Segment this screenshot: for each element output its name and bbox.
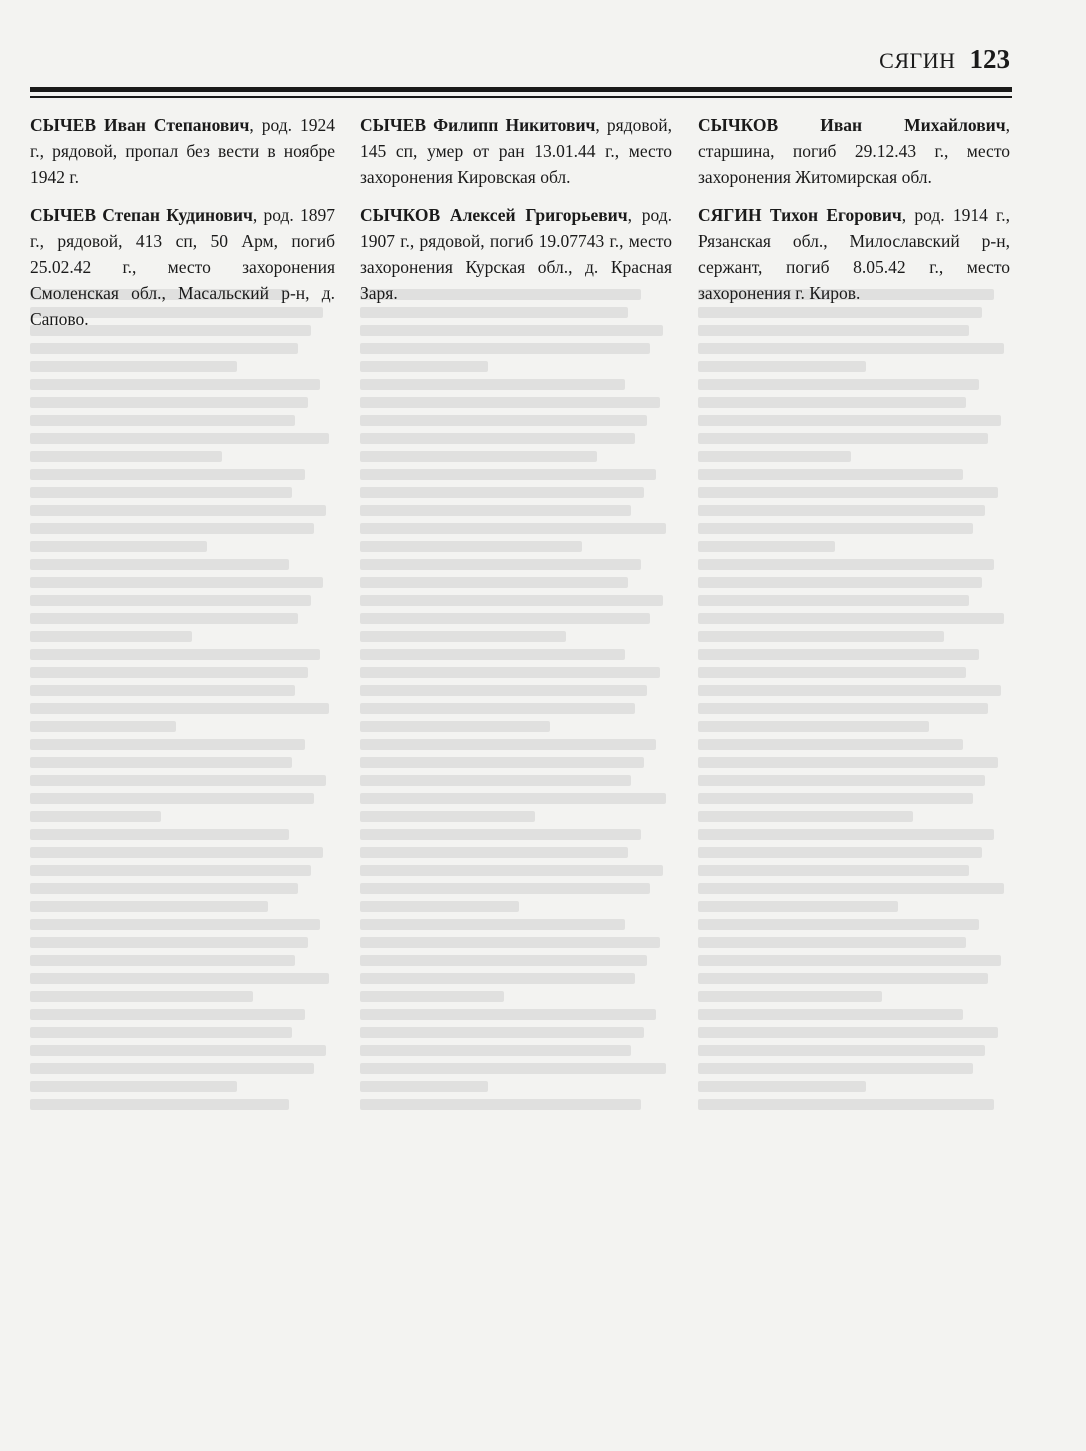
bleed-line: [698, 595, 969, 606]
bleed-line: [360, 613, 650, 624]
bleed-line: [30, 721, 176, 732]
header-rule-thick: [30, 87, 1012, 92]
bleed-line: [698, 793, 973, 804]
bleed-line: [698, 685, 1001, 696]
bleed-line: [30, 703, 329, 714]
bleed-line: [30, 829, 289, 840]
bleed-line: [30, 919, 320, 930]
bleed-line: [30, 847, 323, 858]
bleed-line: [30, 685, 295, 696]
bleed-line: [360, 1027, 644, 1038]
bleed-line: [30, 865, 311, 876]
header-rule-thin: [30, 96, 1012, 98]
bleed-line: [30, 613, 298, 624]
bleed-line: [360, 901, 519, 912]
bleed-line: [30, 991, 253, 1002]
bleed-line: [698, 379, 979, 390]
bleed-line: [360, 883, 650, 894]
bleed-line: [360, 955, 647, 966]
bleed-line: [698, 829, 994, 840]
bleed-line: [360, 577, 628, 588]
bleed-line: [698, 811, 913, 822]
bleed-line: [360, 757, 644, 768]
bleed-line: [30, 937, 308, 948]
bleed-line: [30, 415, 295, 426]
bleed-line: [360, 1045, 631, 1056]
bleed-line: [30, 1009, 305, 1020]
entry-name: СЫЧЕВ Иван Степанович: [30, 115, 250, 135]
entry-text: , род. 1924 г., рядовой, пропал без вести в ноябре 1942 г.: [30, 115, 335, 187]
bleed-line: [698, 433, 988, 444]
bleed-line: [360, 595, 663, 606]
bleed-line: [698, 469, 963, 480]
bleed-line: [30, 811, 161, 822]
bleed-through-texture: [360, 282, 672, 1411]
bleed-line: [698, 487, 998, 498]
bleed-line: [360, 487, 644, 498]
bleed-line: [698, 955, 1001, 966]
bleed-line: [698, 721, 929, 732]
column-3: [698, 112, 1010, 318]
bleed-line: [698, 631, 944, 642]
bleed-line: [698, 1045, 985, 1056]
bleed-line: [698, 1027, 998, 1038]
entry-text: , род. 1914 г., Рязанская обл., Милославский р-н, сержант, погиб 8.05.42 г., место захоронения г. Киров.: [698, 205, 1010, 303]
bleed-line: [360, 739, 656, 750]
bleed-line: [30, 1099, 289, 1110]
bleed-line: [360, 847, 628, 858]
bleed-line: [360, 505, 631, 516]
bleed-line: [698, 451, 851, 462]
bleed-line: [30, 739, 305, 750]
bleed-through-texture: [30, 282, 335, 1411]
bleed-line: [698, 343, 1004, 354]
entry-name: СЫЧКОВ Иван Михайлович: [698, 115, 1006, 135]
entry-text: , род. 1897 г., рядовой, 413 сп, 50 Арм, погиб 25.02.42 г., место захоронения Смоленская обл., Масальский р-н, д. Сапово.: [30, 205, 335, 329]
bleed-line: [360, 649, 625, 660]
bleed-line: [360, 451, 597, 462]
bleed-line: [30, 433, 329, 444]
entry: [698, 202, 1010, 306]
bleed-line: [698, 703, 988, 714]
bleed-line: [30, 577, 323, 588]
bleed-line: [698, 397, 966, 408]
bleed-line: [30, 505, 326, 516]
bleed-line: [360, 361, 488, 372]
bleed-line: [30, 649, 320, 660]
bleed-line: [360, 343, 650, 354]
bleed-line: [360, 703, 635, 714]
page-header: [879, 44, 1010, 75]
entry-name: СЯГИН Тихон Егорович: [698, 205, 902, 225]
bleed-line: [30, 631, 192, 642]
bleed-line: [698, 505, 985, 516]
bleed-line: [360, 865, 663, 876]
bleed-line: [360, 973, 635, 984]
bleed-line: [360, 1063, 666, 1074]
bleed-line: [698, 613, 1004, 624]
bleed-line: [360, 397, 660, 408]
bleed-line: [30, 883, 298, 894]
bleed-line: [698, 919, 979, 930]
entry-name: СЫЧЕВ Степан Кудинович: [30, 205, 253, 225]
entry-text: , род. 1907 г., рядовой, погиб 19.07743 г., место захоронения Курская обл., д. Красная Заря.: [360, 205, 672, 303]
entry-text: , старшина, погиб 29.12.43 г., место захоронения Житомирская обл.: [698, 115, 1010, 187]
bleed-line: [30, 343, 298, 354]
bleed-line: [30, 667, 308, 678]
page-number: 123: [969, 44, 1010, 74]
bleed-line: [698, 973, 988, 984]
bleed-line: [30, 595, 311, 606]
bleed-line: [698, 541, 835, 552]
bleed-line: [360, 1081, 488, 1092]
bleed-line: [698, 865, 969, 876]
bleed-line: [30, 487, 292, 498]
bleed-line: [698, 937, 966, 948]
bleed-line: [360, 991, 504, 1002]
entry: [360, 202, 672, 306]
bleed-line: [698, 1081, 866, 1092]
bleed-line: [30, 973, 329, 984]
entry: [698, 112, 1010, 190]
entry-text: , рядовой, 145 сп, умер от ран 13.01.44 г., место захоронения Кировская обл.: [360, 115, 672, 187]
entry-name: СЫЧЕВ Филипп Никитович: [360, 115, 596, 135]
bleed-line: [360, 667, 660, 678]
bleed-line: [30, 793, 314, 804]
bleed-line: [698, 361, 866, 372]
bleed-line: [30, 757, 292, 768]
bleed-line: [698, 901, 898, 912]
bleed-line: [360, 469, 656, 480]
bleed-line: [698, 325, 969, 336]
entry-name: СЫЧКОВ Алексей Григорьевич: [360, 205, 628, 225]
bleed-line: [30, 1027, 292, 1038]
bleed-line: [698, 415, 1001, 426]
bleed-line: [698, 523, 973, 534]
bleed-line: [698, 883, 1004, 894]
bleed-line: [698, 991, 882, 1002]
bleed-line: [698, 775, 985, 786]
bleed-line: [30, 1063, 314, 1074]
bleed-line: [360, 811, 535, 822]
bleed-line: [360, 721, 550, 732]
bleed-line: [698, 739, 963, 750]
bleed-line: [30, 397, 308, 408]
bleed-line: [360, 541, 582, 552]
bleed-line: [360, 1009, 656, 1020]
bleed-line: [30, 955, 295, 966]
bleed-line: [698, 577, 982, 588]
bleed-line: [698, 559, 994, 570]
bleed-line: [30, 523, 314, 534]
bleed-line: [360, 919, 625, 930]
entry: [30, 202, 335, 332]
column-2: [360, 112, 672, 318]
bleed-line: [698, 649, 979, 660]
bleed-line: [360, 685, 647, 696]
bleed-line: [360, 1099, 641, 1110]
bleed-line: [360, 325, 663, 336]
bleed-line: [360, 631, 566, 642]
bleed-line: [360, 379, 625, 390]
bleed-line: [698, 847, 982, 858]
running-head: СЯГИН: [879, 48, 956, 73]
bleed-line: [30, 469, 305, 480]
entry: [360, 112, 672, 190]
bleed-line: [30, 775, 326, 786]
bleed-line: [30, 559, 289, 570]
bleed-line: [698, 1099, 994, 1110]
bleed-line: [360, 523, 666, 534]
entry: [30, 112, 335, 190]
bleed-line: [360, 415, 647, 426]
bleed-line: [360, 775, 631, 786]
bleed-line: [360, 793, 666, 804]
bleed-line: [698, 667, 966, 678]
bleed-line: [30, 379, 320, 390]
bleed-line: [30, 361, 237, 372]
bleed-line: [698, 1063, 973, 1074]
bleed-line: [360, 937, 660, 948]
bleed-line: [30, 451, 222, 462]
bleed-line: [30, 1045, 326, 1056]
bleed-line: [698, 1009, 963, 1020]
bleed-line: [30, 1081, 237, 1092]
bleed-line: [360, 829, 641, 840]
bleed-through-texture: [698, 282, 1010, 1411]
bleed-line: [360, 559, 641, 570]
bleed-line: [30, 541, 207, 552]
bleed-line: [698, 757, 998, 768]
column-1: [30, 112, 335, 344]
bleed-line: [30, 901, 268, 912]
bleed-line: [360, 433, 635, 444]
